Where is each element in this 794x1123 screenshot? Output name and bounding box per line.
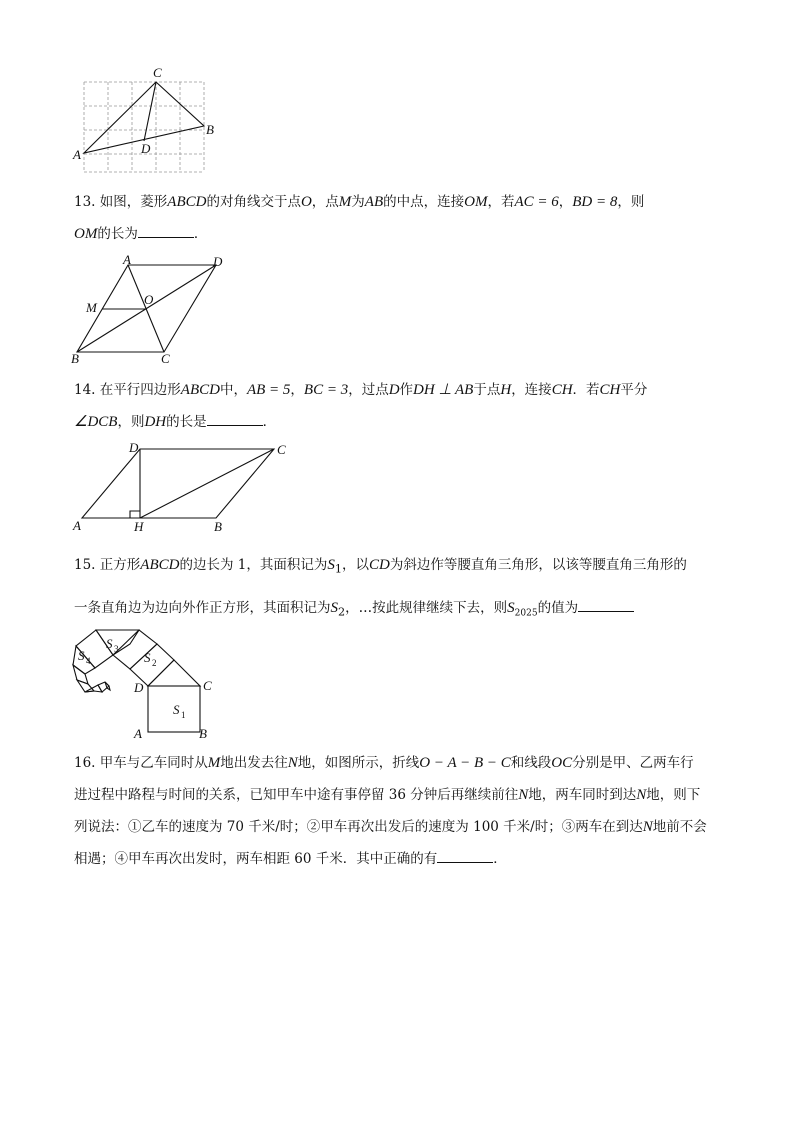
grid-triangle-figure	[70, 64, 230, 174]
label-a: A	[134, 726, 142, 741]
label-c: C	[153, 65, 162, 80]
label-m: M	[86, 300, 97, 315]
question-number: 16.	[74, 755, 96, 771]
answer-blank[interactable]	[138, 224, 194, 238]
label-s2: S	[144, 650, 151, 665]
label-d: D	[213, 254, 223, 269]
label-d: D	[134, 680, 144, 695]
answer-blank[interactable]	[578, 598, 634, 612]
label-s1: S	[173, 702, 180, 717]
label-s4: S	[78, 648, 85, 663]
question-13: 13. 如图，菱形ABCD的对角线交于点O，点M为AB的中点，连接OM，若AC = 6，BD = 8，则 OM的长为 ．	[74, 194, 645, 242]
svg-text:3: 3	[114, 644, 119, 654]
label-c: C	[203, 678, 212, 693]
question-16: 16. 甲车与乙车同时从M地出发去往N地，如图所示，折线O − A − B − C和线段OC分别是甲、乙两车行 进过程中路程与时间的关系，已知甲车中途有事停留 36 分钟后再继续前往N地，两车同时到达N地，则下 列说法：①乙车的速度为 70 千米/时；②甲车再次出发后的速度为 100 千米/时；③两车在到达N地前不会 相遇；④甲车再次出发时，两车相距 60 千米．其中正确的有 ．	[74, 755, 707, 867]
label-b: B	[206, 122, 214, 137]
parallelogram-figure	[68, 440, 298, 536]
svg-text:1: 1	[181, 710, 186, 720]
rhombus-figure	[68, 254, 238, 366]
svg-text:4: 4	[86, 656, 91, 666]
label-b: B	[214, 519, 222, 534]
question-15: 15. 正方形ABCD的边长为 1，其面积记为$S_1$，以CD为斜边作等腰直角三角形，以该等腰直角三角形的 一条直角边为边向外作正方形，其面积记为$S_2$，…按此规律继续下去，则$S_{2025}$的值为	[74, 557, 687, 619]
question-number: 15.	[74, 557, 96, 573]
dashed-grid	[84, 82, 204, 172]
answer-blank[interactable]	[437, 849, 493, 863]
rhombus-lines	[77, 265, 216, 352]
label-h: H	[134, 519, 144, 534]
label-a: A	[73, 518, 81, 533]
question-number: 14.	[74, 382, 96, 398]
label-b: B	[71, 351, 79, 366]
label-c: C	[161, 351, 170, 366]
svg-text:2: 2	[152, 658, 157, 668]
label-d: D	[129, 440, 139, 455]
question-number: 13.	[74, 194, 96, 210]
label-a: A	[123, 254, 131, 267]
answer-blank[interactable]	[207, 412, 263, 426]
label-b: B	[199, 726, 207, 741]
label-d: D	[141, 141, 151, 156]
label-o: O	[144, 292, 154, 307]
label-s3: S	[106, 636, 113, 651]
question-14: 14. 在平行四边形ABCD中，AB = 5，BC = 3，过点D作DH ⊥ AB于点H，连接CH．若CH平分 ∠DCB，则DH的长是 ．	[74, 382, 648, 430]
parallelogram-lines	[82, 449, 274, 518]
label-c: C	[277, 442, 286, 457]
label-a: A	[73, 147, 81, 162]
square-spiral-figure	[66, 622, 226, 742]
